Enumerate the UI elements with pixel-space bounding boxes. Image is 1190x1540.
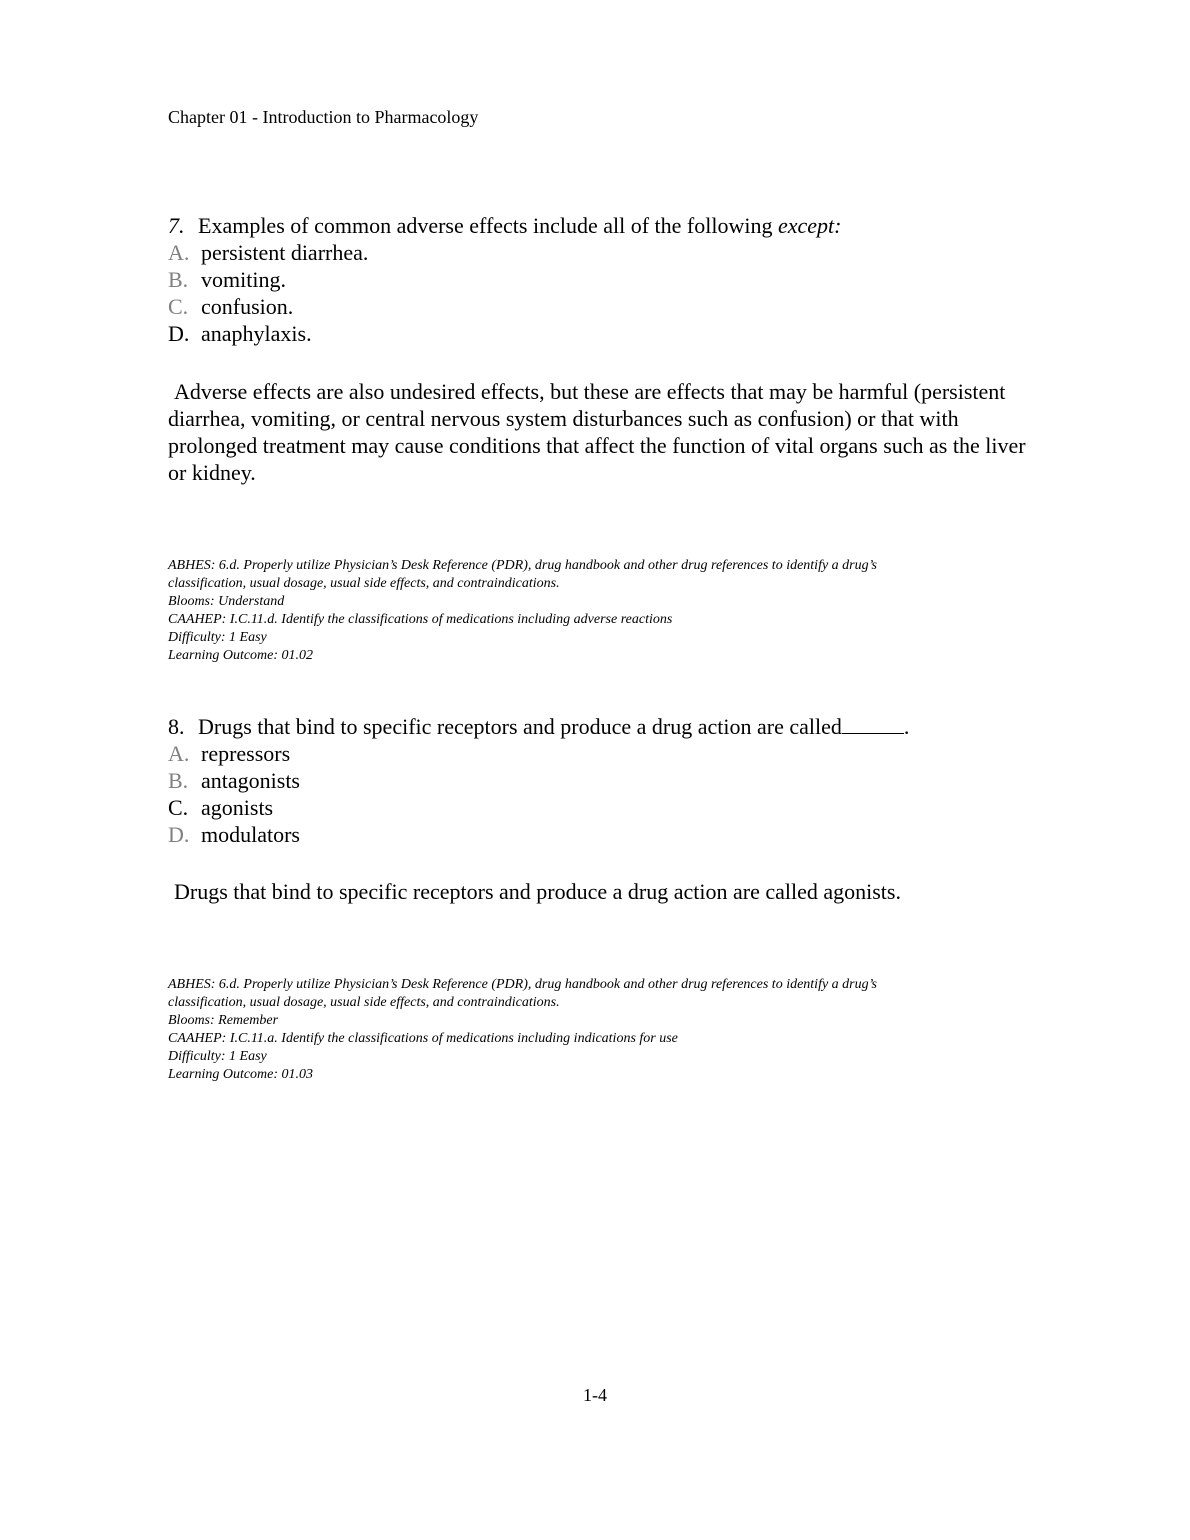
meta-learning-outcome: Learning Outcome: 01.02 (168, 648, 314, 663)
option-text: anaphylaxis. (201, 321, 312, 346)
question-8-stem (168, 713, 909, 740)
question-7-explanation: Adverse effects are also undesired effects, but these are effects that may be harmful (persistent diarrhea, vomiting, or central nervous system disturbances such as confusion) or that with prolonged treatment may cause conditions that affect the function of vital organs such as the liver or kidney. (168, 379, 1026, 485)
meta-abhes-line-2: classification, usual dosage, usual side effects, and contraindications. (168, 995, 560, 1010)
question-7-emphasis: except: (777, 213, 842, 238)
question-7-option-a (168, 239, 368, 266)
page-header-title: Chapter 01 - Introduction to Pharmacology (168, 107, 479, 127)
question-7-metadata (168, 557, 1068, 665)
question-8-option-d (168, 821, 300, 848)
option-letter-correct: D. (168, 321, 190, 346)
option-letter: B. (168, 267, 189, 292)
question-8-text: Drugs that bind to specific receptors and produce a drug action are called (198, 714, 842, 739)
meta-blooms: Blooms: Understand (168, 594, 285, 609)
question-8-metadata (168, 976, 1068, 1084)
meta-abhes-line-2: classification, usual dosage, usual side effects, and contraindications. (168, 576, 560, 591)
question-7-text: Examples of common adverse effects include all of the following (198, 213, 773, 238)
meta-difficulty: Difficulty: 1 Easy (168, 630, 267, 645)
meta-learning-outcome: Learning Outcome: 01.03 (168, 1067, 314, 1082)
option-text: vomiting. (201, 267, 286, 292)
meta-difficulty: Difficulty: 1 Easy (168, 1049, 267, 1064)
option-text: modulators (201, 822, 300, 847)
page-number: 1-4 (583, 1385, 607, 1405)
option-letter-correct: C. (168, 795, 189, 820)
meta-caahep: CAAHEP: I.C.11.a. Identify the classifications of medications including indications for use (168, 1031, 678, 1046)
question-8-option-c (168, 794, 273, 821)
question-8-stem-end: . (903, 714, 910, 739)
question-7-option-d (168, 320, 312, 347)
question-8-explanation: Drugs that bind to specific receptors and produce a drug action are called agonists. (174, 879, 901, 904)
question-7-option-b (168, 266, 286, 293)
option-letter: C. (168, 294, 189, 319)
option-letter: A. (168, 240, 190, 265)
meta-abhes-line-1: ABHES: 6.d. Properly utilize Physician’s Desk Reference (PDR), drug handbook and other drug references to identify a drug’s (168, 558, 877, 573)
question-7-option-c (168, 293, 293, 320)
question-8-option-b (168, 767, 300, 794)
meta-blooms: Blooms: Remember (168, 1013, 279, 1028)
answer-blank-line (842, 713, 904, 734)
option-letter: B. (168, 768, 189, 793)
meta-caahep: CAAHEP: I.C.11.d. Identify the classifications of medications including adverse reactions (168, 612, 673, 627)
option-text: antagonists (201, 768, 300, 793)
question-8-number: 8. (168, 714, 185, 739)
question-8-option-a (168, 740, 290, 767)
option-text: persistent diarrhea. (201, 240, 369, 265)
option-text: confusion. (201, 294, 294, 319)
meta-abhes-line-1: ABHES: 6.d. Properly utilize Physician’s Desk Reference (PDR), drug handbook and other drug references to identify a drug’s (168, 977, 877, 992)
question-7-number: 7. (168, 213, 185, 238)
question-7-stem (168, 212, 841, 239)
option-text: agonists (201, 795, 274, 820)
option-text: repressors (201, 741, 291, 766)
option-letter: A. (168, 741, 190, 766)
option-letter: D. (168, 822, 190, 847)
